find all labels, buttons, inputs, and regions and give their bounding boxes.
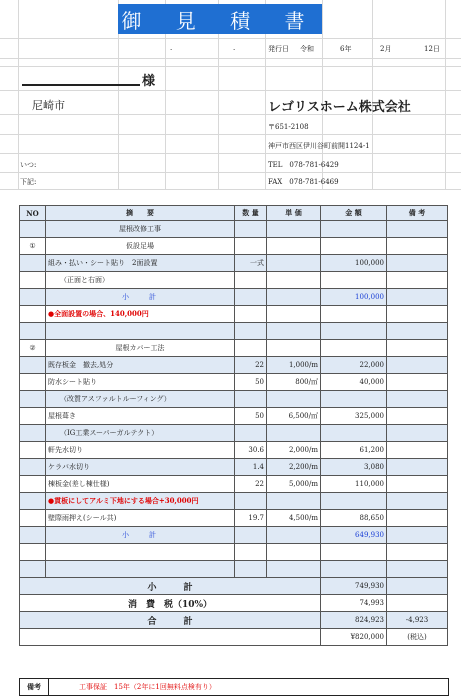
recipient-underline: [22, 84, 140, 86]
cell-amount: [321, 340, 387, 357]
note-left-2: 下記:: [20, 178, 37, 186]
issue-month: 2月: [380, 45, 392, 53]
table-row: [20, 459, 448, 476]
cell-qty: 一式: [235, 255, 267, 272]
cell-desc: 棟板金(差し棟仕様): [46, 476, 235, 493]
cell-desc: 小 計: [46, 527, 235, 544]
recipient-suffix: 様: [142, 74, 156, 89]
cell-note: [387, 493, 448, 510]
table-row: [20, 323, 448, 340]
cell-no: [20, 425, 46, 442]
cell-no: [20, 221, 46, 238]
cell-qty: 1.4: [235, 459, 267, 476]
issue-date-label: 発行日: [268, 45, 289, 53]
table-row: [20, 272, 448, 289]
cell-no: [20, 374, 46, 391]
summary-amount: 74,993: [321, 595, 387, 612]
cell-unit: 2,000/m: [267, 442, 321, 459]
cell-unit: [267, 306, 321, 323]
cell-unit: 800/㎡: [267, 374, 321, 391]
cell-note: [387, 561, 448, 578]
cell-unit: [267, 221, 321, 238]
cell-desc: 壁際雨押え(シール共): [46, 510, 235, 527]
cell-note: [387, 272, 448, 289]
cell-qty: [235, 561, 267, 578]
cell-unit: [267, 425, 321, 442]
cell-qty: [235, 425, 267, 442]
cell-amount: 40,000: [321, 374, 387, 391]
cell-amount: [321, 221, 387, 238]
summary-note: [387, 595, 448, 612]
company-fax: FAX 078-781-6469: [268, 178, 339, 186]
table-row: [20, 238, 448, 255]
summary-label: 消 費 税（10%）: [20, 595, 321, 612]
cell-unit: 1,000/m: [267, 357, 321, 374]
cell-unit: [267, 391, 321, 408]
cell-unit: 4,500/m: [267, 510, 321, 527]
cell-qty: [235, 544, 267, 561]
cell-qty: [235, 323, 267, 340]
document-title: 御 見 積 書: [118, 4, 322, 34]
cell-qty: 50: [235, 408, 267, 425]
col-header-qty: 数 量: [235, 206, 267, 221]
cell-note: [387, 527, 448, 544]
cell-note: [387, 476, 448, 493]
table-row: [20, 255, 448, 272]
cell-note: [387, 306, 448, 323]
company-postal: 〒651-2108: [268, 123, 309, 131]
cell-qty: [235, 289, 267, 306]
cell-desc: [46, 323, 235, 340]
cell-amount: 3,080: [321, 459, 387, 476]
cell-desc: 屋根改修工事: [46, 221, 235, 238]
cell-note: [387, 408, 448, 425]
summary-amount: 824,923: [321, 612, 387, 629]
issue-year: 6年: [340, 45, 352, 53]
cell-unit: [267, 527, 321, 544]
cell-desc: 組み・払い・シート貼り 2面設置: [46, 255, 235, 272]
cell-no: [20, 510, 46, 527]
cell-no: [20, 459, 46, 476]
summary-row: [20, 629, 448, 646]
cell-amount: [321, 391, 387, 408]
cell-unit: [267, 272, 321, 289]
issue-era: 令和: [300, 45, 314, 53]
summary-note: [387, 578, 448, 595]
cell-qty: [235, 493, 267, 510]
cell-note: [387, 323, 448, 340]
recipient-city: 尼崎市: [32, 99, 65, 112]
col-header-no: NO: [20, 206, 46, 221]
cell-qty: [235, 221, 267, 238]
cell-desc: 防水シート貼り: [46, 374, 235, 391]
cell-qty: 50: [235, 374, 267, 391]
cell-no: [20, 408, 46, 425]
cell-qty: 22: [235, 476, 267, 493]
table-row: [20, 561, 448, 578]
cell-amount: 22,000: [321, 357, 387, 374]
col-header-note: 備 考: [387, 206, 448, 221]
table-row: [20, 340, 448, 357]
table-row: [20, 476, 448, 493]
cell-qty: 30.6: [235, 442, 267, 459]
cell-amount: [321, 323, 387, 340]
col-header-desc: 摘 要: [46, 206, 235, 221]
col-header-amount: 金 額: [321, 206, 387, 221]
cell-qty: [235, 238, 267, 255]
summary-label: 合 計: [20, 612, 321, 629]
table-row: [20, 408, 448, 425]
company-tel: TEL 078-781-6429: [268, 161, 339, 169]
summary-note: -4,923: [387, 612, 448, 629]
cell-no: [20, 544, 46, 561]
cell-unit: [267, 255, 321, 272]
table-row: [20, 425, 448, 442]
cell-no: [20, 272, 46, 289]
table-row: [20, 221, 448, 238]
cell-qty: [235, 340, 267, 357]
table-header-row: [20, 206, 448, 221]
cell-unit: [267, 561, 321, 578]
cell-qty: [235, 527, 267, 544]
cell-amount: [321, 425, 387, 442]
date-dot-1: .: [170, 44, 173, 52]
table-row: [20, 510, 448, 527]
cell-desc: ●貫板にしてアルミ下地にする場合+30,000円: [46, 493, 235, 510]
cell-amount: 649,930: [321, 527, 387, 544]
cell-no: [20, 289, 46, 306]
cell-amount: [321, 561, 387, 578]
cell-note: [387, 374, 448, 391]
summary-label: 小 計: [20, 578, 321, 595]
cell-no: [20, 493, 46, 510]
table-row: [20, 374, 448, 391]
cell-amount: 100,000: [321, 289, 387, 306]
cell-note: [387, 255, 448, 272]
company-name: レゴリスホーム株式会社: [268, 100, 411, 115]
table-row: [20, 306, 448, 323]
cell-desc: 軒先水切り: [46, 442, 235, 459]
cell-note: [387, 544, 448, 561]
cell-qty: [235, 391, 267, 408]
remarks-label: 備考: [20, 679, 49, 695]
table-row: [20, 493, 448, 510]
date-dot-2: .: [233, 44, 236, 52]
summary-row: [20, 595, 448, 612]
estimate-table: [19, 205, 448, 646]
cell-desc: 屋根カバー工法: [46, 340, 235, 357]
cell-amount: 88,650: [321, 510, 387, 527]
company-address: 神戸市西区伊川谷町前開1124-1: [268, 142, 370, 150]
col-header-unit: 単 価: [267, 206, 321, 221]
cell-qty: 19.7: [235, 510, 267, 527]
cell-amount: 110,000: [321, 476, 387, 493]
cell-desc: ●全面設置の場合、140,000円: [46, 306, 235, 323]
cell-note: [387, 221, 448, 238]
cell-desc: 仮設足場: [46, 238, 235, 255]
cell-note: [387, 459, 448, 476]
cell-note: [387, 391, 448, 408]
cell-unit: [267, 238, 321, 255]
cell-desc: ケラバ水切り: [46, 459, 235, 476]
cell-note: [387, 340, 448, 357]
table-row: [20, 357, 448, 374]
table-row: [20, 289, 448, 306]
cell-unit: [267, 544, 321, 561]
cell-desc: 既存板金 撤去,処分: [46, 357, 235, 374]
summary-label: [20, 629, 321, 646]
cell-desc: （正面と右面）: [46, 272, 235, 289]
table-row: [20, 442, 448, 459]
cell-amount: [321, 493, 387, 510]
cell-desc: [46, 544, 235, 561]
cell-desc: 小 計: [46, 289, 235, 306]
table-row: [20, 544, 448, 561]
summary-amount: 749,930: [321, 578, 387, 595]
summary-note: (税込): [387, 629, 448, 646]
cell-qty: [235, 306, 267, 323]
issue-day: 12日: [424, 45, 440, 53]
cell-qty: [235, 272, 267, 289]
cell-note: [387, 510, 448, 527]
cell-unit: [267, 340, 321, 357]
cell-amount: 100,000: [321, 255, 387, 272]
cell-note: [387, 442, 448, 459]
cell-no: ①: [20, 238, 46, 255]
cell-note: [387, 289, 448, 306]
cell-amount: [321, 544, 387, 561]
cell-no: ②: [20, 340, 46, 357]
cell-note: [387, 425, 448, 442]
cell-unit: 2,200/m: [267, 459, 321, 476]
cell-no: [20, 255, 46, 272]
cell-no: [20, 391, 46, 408]
cell-amount: [321, 238, 387, 255]
cell-no: [20, 306, 46, 323]
cell-amount: [321, 272, 387, 289]
cell-desc: 屋根葺き: [46, 408, 235, 425]
cell-amount: 325,000: [321, 408, 387, 425]
cell-desc: （IG工業スーパーガルテクト）: [46, 425, 235, 442]
summary-row: [20, 578, 448, 595]
summary-row: [20, 612, 448, 629]
cell-note: [387, 238, 448, 255]
table-row: [20, 527, 448, 544]
cell-amount: [321, 306, 387, 323]
cell-amount: 61,200: [321, 442, 387, 459]
cell-note: [387, 357, 448, 374]
remarks-text: 工事保証 15年（2年に1回無料点検有り）: [79, 683, 216, 691]
cell-no: [20, 357, 46, 374]
note-left-1: いつ:: [20, 161, 37, 169]
cell-no: [20, 561, 46, 578]
cell-desc: （改質アスファルトルーフィング）: [46, 391, 235, 408]
cell-desc: [46, 561, 235, 578]
cell-no: [20, 323, 46, 340]
cell-no: [20, 442, 46, 459]
remarks-box: [19, 678, 449, 696]
cell-unit: 6,500/㎡: [267, 408, 321, 425]
cell-no: [20, 527, 46, 544]
cell-qty: 22: [235, 357, 267, 374]
cell-unit: 5,000/m: [267, 476, 321, 493]
cell-unit: [267, 493, 321, 510]
summary-amount: ¥820,000: [321, 629, 387, 646]
cell-no: [20, 476, 46, 493]
table-row: [20, 391, 448, 408]
cell-unit: [267, 323, 321, 340]
cell-unit: [267, 289, 321, 306]
